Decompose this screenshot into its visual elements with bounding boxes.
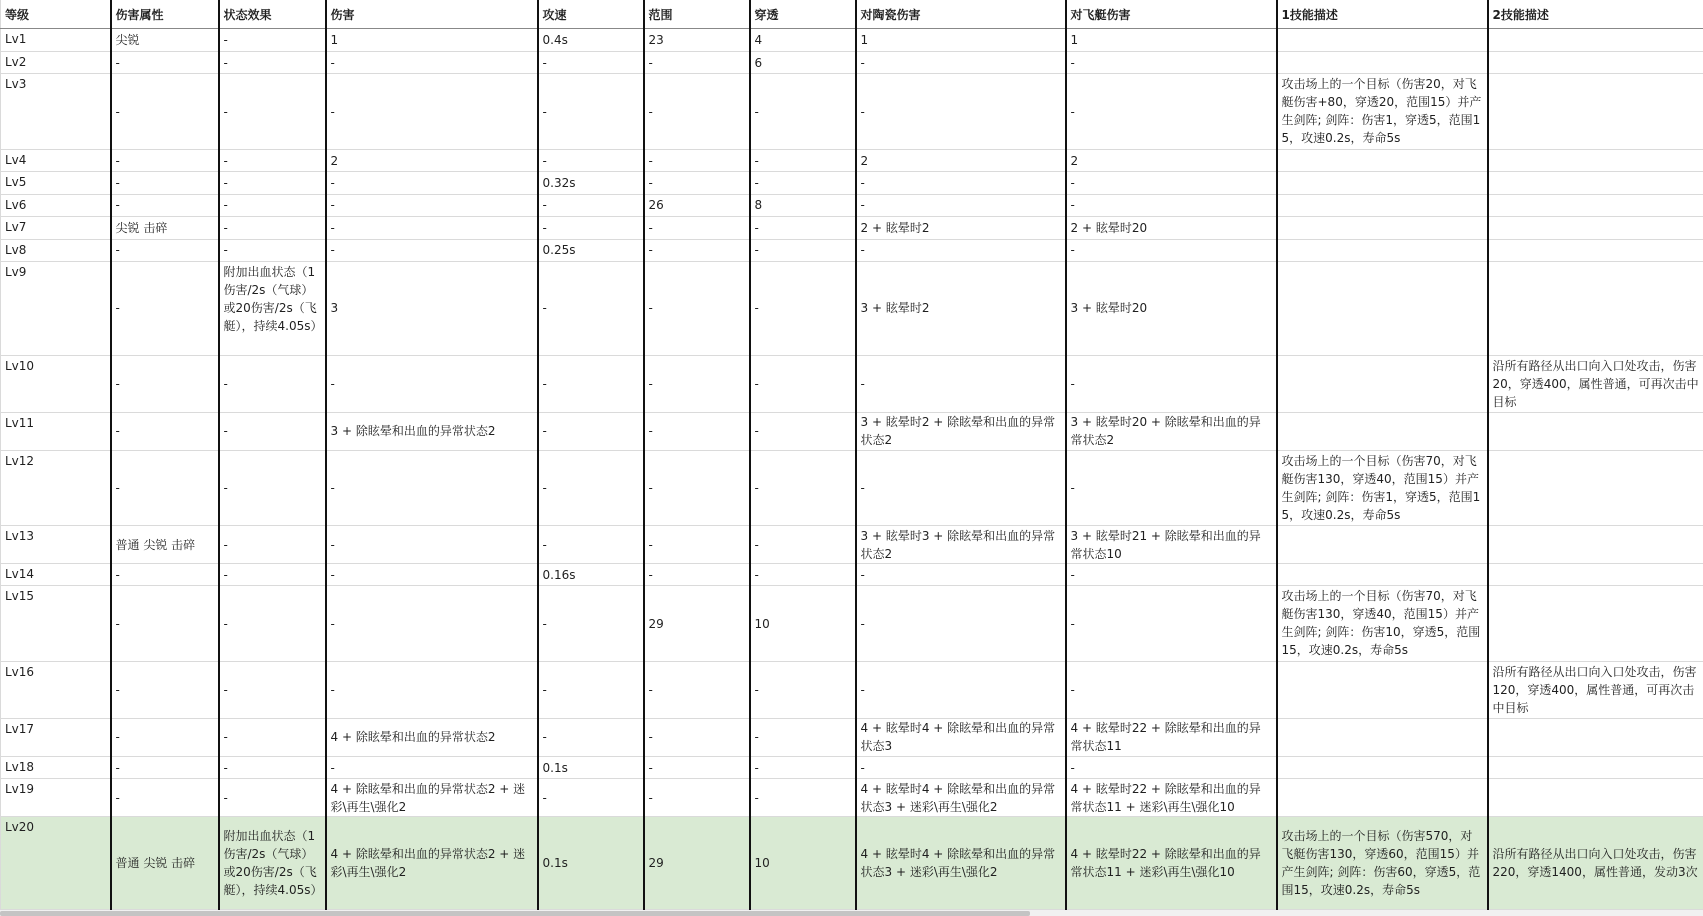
cell-airship-damage[interactable]: 4 + 眩晕时22 + 除眩晕和出血的异常状态11 + 迷彩\再生\强化10 [1066, 779, 1277, 817]
cell-damage-type[interactable]: - [111, 51, 219, 73]
cell-damage-type[interactable]: - [111, 719, 219, 757]
cell-skill2-desc[interactable]: 沿所有路径从出口向入口处攻击，伤害20，穿透400，属性普通，可再次击中目标 [1488, 355, 1703, 412]
cell-status-effect[interactable]: - [219, 586, 326, 661]
cell-damage-type[interactable]: - [111, 779, 219, 817]
cell-ceramic-damage[interactable]: 3 + 眩晕时2 [856, 262, 1066, 356]
cell-pierce[interactable]: - [750, 756, 856, 778]
cell-skill1-desc[interactable] [1277, 661, 1488, 718]
cell-skill2-desc[interactable] [1488, 526, 1703, 564]
cell-status-effect[interactable]: - [219, 564, 326, 586]
scrollbar-thumb[interactable] [0, 911, 1030, 916]
cell-level[interactable]: Lv7 [1, 217, 111, 239]
cell-airship-damage[interactable]: - [1066, 661, 1277, 718]
cell-skill2-desc[interactable] [1488, 564, 1703, 586]
cell-damage-type[interactable]: 普通 尖锐 击碎 [111, 526, 219, 564]
cell-damage[interactable]: 1 [326, 28, 538, 51]
table-row [1, 262, 1703, 356]
cell-status-effect[interactable]: - [219, 149, 326, 171]
cell-attack-speed[interactable]: - [538, 586, 644, 661]
cell-ceramic-damage[interactable]: - [856, 239, 1066, 261]
table-row [1, 661, 1703, 718]
cell-status-effect[interactable]: - [219, 28, 326, 51]
cell-ceramic-damage[interactable]: - [856, 586, 1066, 661]
cell-damage[interactable]: - [326, 526, 538, 564]
cell-attack-speed[interactable]: 0.1s [538, 816, 644, 909]
table-body [1, 28, 1703, 910]
cell-skill1-desc[interactable] [1277, 194, 1488, 216]
cell-damage[interactable]: - [326, 74, 538, 149]
cell-status-effect[interactable]: 附加出血状态（1伤害/2s（气球）或20伤害/2s（飞艇），持续4.05s） [219, 816, 326, 909]
cell-level[interactable]: Lv8 [1, 239, 111, 261]
cell-skill1-desc[interactable] [1277, 262, 1488, 356]
cell-pierce[interactable]: - [750, 217, 856, 239]
cell-damage-type[interactable]: - [111, 661, 219, 718]
cell-damage[interactable]: - [326, 564, 538, 586]
horizontal-scrollbar[interactable] [0, 910, 1703, 916]
cell-damage[interactable]: - [326, 172, 538, 194]
cell-pierce[interactable]: - [750, 239, 856, 261]
cell-range[interactable]: - [644, 719, 750, 757]
cell-range[interactable]: - [644, 450, 750, 525]
cell-pierce[interactable]: - [750, 413, 856, 451]
cell-airship-damage[interactable]: 4 + 眩晕时22 + 除眩晕和出血的异常状态11 [1066, 719, 1277, 757]
cell-range[interactable]: - [644, 661, 750, 718]
cell-pierce[interactable]: - [750, 450, 856, 525]
cell-range[interactable]: 26 [644, 194, 750, 216]
cell-pierce[interactable]: - [750, 779, 856, 817]
cell-range[interactable]: 23 [644, 28, 750, 51]
cell-pierce[interactable]: 4 [750, 28, 856, 51]
cell-ceramic-damage[interactable]: - [856, 51, 1066, 73]
header-skill1-desc[interactable]: 1技能描述 [1277, 0, 1488, 28]
cell-skill2-desc[interactable] [1488, 586, 1703, 661]
cell-ceramic-damage[interactable]: 2 [856, 149, 1066, 171]
table-row [1, 28, 1703, 51]
cell-pierce[interactable]: - [750, 74, 856, 149]
cell-status-effect[interactable]: - [219, 194, 326, 216]
cell-attack-speed[interactable]: - [538, 661, 644, 718]
cell-status-effect[interactable]: - [219, 413, 326, 451]
header-pierce[interactable]: 穿透 [750, 0, 856, 28]
table-row [1, 526, 1703, 564]
cell-damage-type[interactable]: - [111, 149, 219, 171]
table-row [1, 149, 1703, 171]
cell-airship-damage[interactable]: 4 + 眩晕时22 + 除眩晕和出血的异常状态11 + 迷彩\再生\强化10 [1066, 816, 1277, 909]
cell-attack-speed[interactable]: - [538, 526, 644, 564]
cell-airship-damage[interactable]: 2 [1066, 149, 1277, 171]
table-row [1, 74, 1703, 149]
cell-airship-damage[interactable]: - [1066, 355, 1277, 412]
header-row [1, 0, 1703, 28]
cell-damage[interactable]: - [326, 450, 538, 525]
cell-level[interactable]: Lv15 [1, 586, 111, 661]
cell-attack-speed[interactable]: - [538, 450, 644, 525]
cell-airship-damage[interactable]: 3 + 眩晕时20 + 除眩晕和出血的异常状态2 [1066, 413, 1277, 451]
cell-attack-speed[interactable]: - [538, 779, 644, 817]
cell-range[interactable]: - [644, 149, 750, 171]
cell-status-effect[interactable]: - [219, 355, 326, 412]
cell-ceramic-damage[interactable]: 4 + 眩晕时4 + 除眩晕和出血的异常状态3 + 迷彩\再生\强化2 [856, 779, 1066, 817]
table-row [1, 450, 1703, 525]
cell-pierce[interactable]: - [750, 172, 856, 194]
table-row [1, 172, 1703, 194]
cell-ceramic-damage[interactable]: - [856, 756, 1066, 778]
header-damage-type[interactable]: 伤害属性 [111, 0, 219, 28]
cell-level[interactable]: Lv13 [1, 526, 111, 564]
cell-skill2-desc[interactable] [1488, 51, 1703, 73]
table-row [1, 756, 1703, 778]
cell-airship-damage[interactable]: - [1066, 239, 1277, 261]
cell-range[interactable]: - [644, 413, 750, 451]
cell-status-effect[interactable]: - [219, 779, 326, 817]
cell-level[interactable]: Lv12 [1, 450, 111, 525]
cell-level[interactable]: Lv18 [1, 756, 111, 778]
cell-pierce[interactable]: 10 [750, 586, 856, 661]
cell-skill2-desc[interactable]: 沿所有路径从出口向入口处攻击，伤害120，穿透400，属性普通，可再次击中目标 [1488, 661, 1703, 718]
cell-damage-type[interactable]: - [111, 586, 219, 661]
table-row [1, 719, 1703, 757]
cell-skill1-desc[interactable]: 攻击场上的一个目标（伤害70，对飞艇伤害130，穿透40，范围15）并产生剑阵; 剑阵：伤害10，穿透5，范围15，攻速0.2s，寿命5s [1277, 586, 1488, 661]
cell-pierce[interactable]: - [750, 564, 856, 586]
cell-ceramic-damage[interactable]: - [856, 564, 1066, 586]
cell-skill1-desc[interactable] [1277, 719, 1488, 757]
cell-skill2-desc[interactable] [1488, 779, 1703, 817]
cell-skill2-desc[interactable] [1488, 756, 1703, 778]
cell-pierce[interactable]: - [750, 149, 856, 171]
cell-skill2-desc[interactable] [1488, 450, 1703, 525]
table-row [1, 239, 1703, 261]
cell-damage-type[interactable]: - [111, 74, 219, 149]
cell-airship-damage[interactable]: - [1066, 564, 1277, 586]
cell-damage[interactable]: - [326, 217, 538, 239]
cell-range[interactable]: 29 [644, 586, 750, 661]
cell-ceramic-damage[interactable]: - [856, 450, 1066, 525]
cell-ceramic-damage[interactable]: 1 [856, 28, 1066, 51]
cell-damage-type[interactable]: - [111, 194, 219, 216]
cell-range[interactable]: 29 [644, 816, 750, 909]
table-row [1, 816, 1703, 909]
cell-attack-speed[interactable]: 0.16s [538, 564, 644, 586]
cell-attack-speed[interactable]: - [538, 51, 644, 73]
header-ceramic-damage[interactable]: 对陶瓷伤害 [856, 0, 1066, 28]
cell-attack-speed[interactable]: - [538, 413, 644, 451]
cell-range[interactable]: - [644, 74, 750, 149]
cell-status-effect[interactable]: - [219, 719, 326, 757]
cell-damage[interactable]: - [326, 239, 538, 261]
cell-pierce[interactable]: - [750, 719, 856, 757]
header-airship-damage[interactable]: 对飞艇伤害 [1066, 0, 1277, 28]
cell-attack-speed[interactable]: - [538, 194, 644, 216]
cell-ceramic-damage[interactable]: 3 + 眩晕时3 + 除眩晕和出血的异常状态2 [856, 526, 1066, 564]
table-row [1, 355, 1703, 412]
cell-status-effect[interactable]: - [219, 239, 326, 261]
cell-level[interactable]: Lv1 [1, 28, 111, 51]
table-row [1, 564, 1703, 586]
cell-damage-type[interactable]: - [111, 262, 219, 356]
cell-skill2-desc[interactable] [1488, 413, 1703, 451]
cell-airship-damage[interactable]: 1 [1066, 28, 1277, 51]
cell-airship-damage[interactable]: - [1066, 172, 1277, 194]
cell-level[interactable]: Lv9 [1, 262, 111, 356]
cell-skill1-desc[interactable]: 攻击场上的一个目标（伤害570，对飞艇伤害130，穿透60，范围15）并产生剑阵; 剑阵：伤害60，穿透5，范围15，攻速0.2s，寿命5s [1277, 816, 1488, 909]
cell-status-effect[interactable]: - [219, 661, 326, 718]
cell-damage-type[interactable]: - [111, 355, 219, 412]
cell-damage[interactable]: - [326, 194, 538, 216]
cell-status-effect[interactable]: - [219, 172, 326, 194]
cell-ceramic-damage[interactable]: - [856, 355, 1066, 412]
header-range[interactable]: 范围 [644, 0, 750, 28]
cell-ceramic-damage[interactable]: 4 + 眩晕时4 + 除眩晕和出血的异常状态3 [856, 719, 1066, 757]
cell-damage-type[interactable]: - [111, 239, 219, 261]
cell-level[interactable]: Lv2 [1, 51, 111, 73]
cell-damage[interactable]: - [326, 586, 538, 661]
cell-pierce[interactable]: 6 [750, 51, 856, 73]
cell-damage[interactable]: 4 + 除眩晕和出血的异常状态2 + 迷彩\再生\强化2 [326, 779, 538, 817]
cell-airship-damage[interactable]: - [1066, 51, 1277, 73]
cell-skill2-desc[interactable] [1488, 262, 1703, 356]
cell-attack-speed[interactable]: - [538, 262, 644, 356]
cell-airship-damage[interactable]: 2 + 眩晕时20 [1066, 217, 1277, 239]
cell-range[interactable]: - [644, 172, 750, 194]
cell-damage-type[interactable]: 尖锐 击碎 [111, 217, 219, 239]
cell-damage-type[interactable]: - [111, 564, 219, 586]
cell-level[interactable]: Lv5 [1, 172, 111, 194]
cell-skill2-desc[interactable] [1488, 28, 1703, 51]
cell-airship-damage[interactable]: - [1066, 74, 1277, 149]
cell-level[interactable]: Lv17 [1, 719, 111, 757]
cell-attack-speed[interactable]: - [538, 719, 644, 757]
cell-pierce[interactable]: - [750, 262, 856, 356]
cell-airship-damage[interactable]: - [1066, 586, 1277, 661]
cell-skill2-desc[interactable] [1488, 172, 1703, 194]
cell-damage-type[interactable]: - [111, 756, 219, 778]
cell-damage-type[interactable]: - [111, 413, 219, 451]
cell-attack-speed[interactable]: - [538, 149, 644, 171]
cell-skill1-desc[interactable] [1277, 172, 1488, 194]
table-row [1, 586, 1703, 661]
cell-pierce[interactable]: - [750, 355, 856, 412]
table-row [1, 217, 1703, 239]
cell-level[interactable]: Lv10 [1, 355, 111, 412]
cell-damage[interactable]: - [326, 355, 538, 412]
cell-ceramic-damage[interactable]: - [856, 172, 1066, 194]
cell-damage[interactable]: - [326, 51, 538, 73]
cell-airship-damage[interactable]: 3 + 眩晕时20 [1066, 262, 1277, 356]
cell-range[interactable]: - [644, 51, 750, 73]
cell-damage-type[interactable]: - [111, 172, 219, 194]
cell-status-effect[interactable]: - [219, 217, 326, 239]
table-row [1, 51, 1703, 73]
cell-skill2-desc[interactable] [1488, 194, 1703, 216]
cell-skill1-desc[interactable]: 攻击场上的一个目标（伤害20，对飞艇伤害+80，穿透20，范围15）并产生剑阵; 剑阵：伤害1，穿透5，范围15，攻速0.2s，寿命5s [1277, 74, 1488, 149]
cell-skill2-desc[interactable]: 沿所有路径从出口向入口处攻击，伤害220，穿透1400，属性普通，发动3次 [1488, 816, 1703, 909]
cell-skill1-desc[interactable] [1277, 779, 1488, 817]
cell-airship-damage[interactable]: - [1066, 450, 1277, 525]
cell-range[interactable]: - [644, 526, 750, 564]
cell-attack-speed[interactable]: - [538, 217, 644, 239]
cell-ceramic-damage[interactable]: 3 + 眩晕时2 + 除眩晕和出血的异常状态2 [856, 413, 1066, 451]
cell-skill1-desc[interactable] [1277, 526, 1488, 564]
cell-skill1-desc[interactable] [1277, 564, 1488, 586]
cell-level[interactable]: Lv14 [1, 564, 111, 586]
cell-range[interactable]: - [644, 355, 750, 412]
cell-range[interactable]: - [644, 779, 750, 817]
cell-damage[interactable]: - [326, 756, 538, 778]
cell-damage-type[interactable]: - [111, 450, 219, 525]
header-damage[interactable]: 伤害 [326, 0, 538, 28]
cell-skill1-desc[interactable] [1277, 51, 1488, 73]
cell-damage[interactable]: 2 [326, 149, 538, 171]
cell-attack-speed[interactable]: 0.4s [538, 28, 644, 51]
cell-level[interactable]: Lv20 [1, 816, 111, 909]
cell-pierce[interactable]: - [750, 661, 856, 718]
cell-skill1-desc[interactable] [1277, 355, 1488, 412]
cell-level[interactable]: Lv3 [1, 74, 111, 149]
cell-status-effect[interactable]: - [219, 526, 326, 564]
cell-range[interactable]: - [644, 239, 750, 261]
cell-attack-speed[interactable]: - [538, 74, 644, 149]
cell-range[interactable]: - [644, 756, 750, 778]
table-row [1, 194, 1703, 216]
table-row [1, 779, 1703, 817]
cell-damage-type[interactable]: 普通 尖锐 击碎 [111, 816, 219, 909]
cell-ceramic-damage[interactable]: - [856, 74, 1066, 149]
cell-level[interactable]: Lv19 [1, 779, 111, 817]
cell-ceramic-damage[interactable]: 4 + 眩晕时4 + 除眩晕和出血的异常状态3 + 迷彩\再生\强化2 [856, 816, 1066, 909]
cell-attack-speed[interactable]: - [538, 355, 644, 412]
cell-attack-speed[interactable]: 0.32s [538, 172, 644, 194]
cell-pierce[interactable]: 10 [750, 816, 856, 909]
cell-airship-damage[interactable]: 3 + 眩晕时21 + 除眩晕和出血的异常状态10 [1066, 526, 1277, 564]
cell-skill1-desc[interactable]: 攻击场上的一个目标（伤害70，对飞艇伤害130，穿透40，范围15）并产生剑阵; 剑阵：伤害1，穿透5，范围15，攻速0.2s，寿命5s [1277, 450, 1488, 525]
cell-airship-damage[interactable]: - [1066, 194, 1277, 216]
cell-range[interactable]: - [644, 262, 750, 356]
cell-range[interactable]: - [644, 564, 750, 586]
cell-damage[interactable]: 3 + 除眩晕和出血的异常状态2 [326, 413, 538, 451]
cell-status-effect[interactable]: - [219, 756, 326, 778]
cell-skill2-desc[interactable] [1488, 239, 1703, 261]
cell-damage[interactable]: 3 [326, 262, 538, 356]
cell-skill2-desc[interactable] [1488, 74, 1703, 149]
cell-damage[interactable]: - [326, 661, 538, 718]
cell-pierce[interactable]: - [750, 526, 856, 564]
cell-attack-speed[interactable]: 0.25s [538, 239, 644, 261]
cell-status-effect[interactable]: - [219, 74, 326, 149]
cell-level[interactable]: Lv6 [1, 194, 111, 216]
cell-status-effect[interactable]: - [219, 51, 326, 73]
header-status-effect[interactable]: 状态效果 [219, 0, 326, 28]
cell-level[interactable]: Lv11 [1, 413, 111, 451]
cell-status-effect[interactable]: - [219, 450, 326, 525]
cell-ceramic-damage[interactable]: - [856, 661, 1066, 718]
cell-ceramic-damage[interactable]: 2 + 眩晕时2 [856, 217, 1066, 239]
cell-airship-damage[interactable]: - [1066, 756, 1277, 778]
cell-level[interactable]: Lv16 [1, 661, 111, 718]
cell-skill1-desc[interactable] [1277, 217, 1488, 239]
header-skill2-desc[interactable]: 2技能描述 [1488, 0, 1703, 28]
cell-level[interactable]: Lv4 [1, 149, 111, 171]
cell-damage[interactable]: 4 + 除眩晕和出血的异常状态2 [326, 719, 538, 757]
header-attack-speed[interactable]: 攻速 [538, 0, 644, 28]
cell-pierce[interactable]: 8 [750, 194, 856, 216]
cell-status-effect[interactable]: 附加出血状态（1伤害/2s（气球）或20伤害/2s（飞艇），持续4.05s） [219, 262, 326, 356]
cell-skill2-desc[interactable] [1488, 217, 1703, 239]
cell-skill1-desc[interactable] [1277, 149, 1488, 171]
cell-skill2-desc[interactable] [1488, 149, 1703, 171]
table-row [1, 413, 1703, 451]
cell-ceramic-damage[interactable]: - [856, 194, 1066, 216]
cell-skill1-desc[interactable] [1277, 756, 1488, 778]
header-level[interactable]: 等级 [1, 0, 111, 28]
cell-damage-type[interactable]: 尖锐 [111, 28, 219, 51]
cell-damage[interactable]: 4 + 除眩晕和出血的异常状态2 + 迷彩\再生\强化2 [326, 816, 538, 909]
cell-skill1-desc[interactable] [1277, 413, 1488, 451]
cell-range[interactable]: - [644, 217, 750, 239]
cell-skill2-desc[interactable] [1488, 719, 1703, 757]
cell-skill1-desc[interactable] [1277, 28, 1488, 51]
cell-attack-speed[interactable]: 0.1s [538, 756, 644, 778]
cell-skill1-desc[interactable] [1277, 239, 1488, 261]
